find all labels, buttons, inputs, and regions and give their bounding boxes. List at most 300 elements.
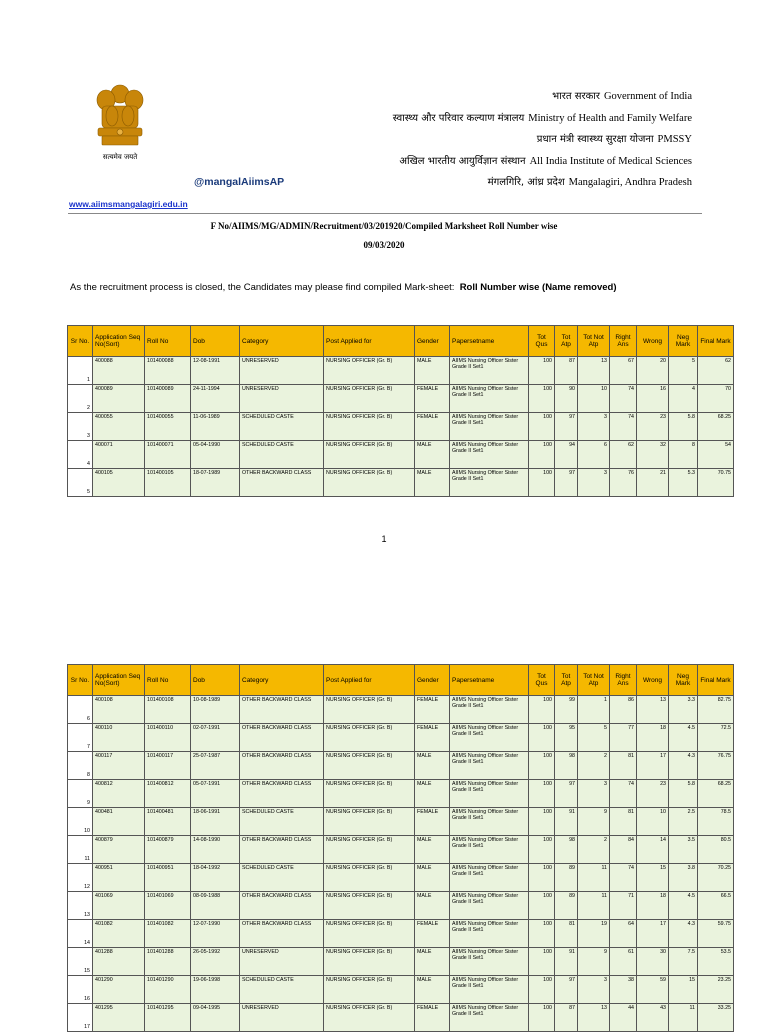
gender-cell: MALE (415, 892, 450, 920)
application-seq-cell: 400951 (93, 864, 145, 892)
total-not-attempted-cell: 10 (578, 385, 610, 413)
category-cell: SCHEDULED CASTE (240, 976, 324, 1004)
gender-cell: MALE (415, 469, 450, 497)
total-not-attempted-cell: 13 (578, 357, 610, 385)
application-seq-cell: 400481 (93, 808, 145, 836)
post-applied-cell: NURSING OFFICER (Gr. B) (324, 1004, 415, 1032)
paper-set-name-cell: AIIMS Nursing Officer Sister Grade II Set1 (450, 864, 529, 892)
negative-mark-cell: 5.3 (669, 469, 698, 497)
wrong-answers-cell: 23 (637, 413, 669, 441)
post-applied-cell: NURSING OFFICER (Gr. B) (324, 469, 415, 497)
final-mark-cell: 68.25 (698, 780, 734, 808)
final-mark-cell: 70.25 (698, 864, 734, 892)
paper-set-name-cell: AIIMS Nursing Officer Sister Grade II Set1 (450, 724, 529, 752)
total-not-attempted-cell: 9 (578, 808, 610, 836)
national-emblem-icon (88, 80, 152, 164)
wrong-answers-cell: 13 (637, 696, 669, 724)
total-attempted-cell: 98 (555, 752, 578, 780)
application-seq-cell: 400879 (93, 836, 145, 864)
gender-cell: MALE (415, 948, 450, 976)
negative-mark-cell: 4.5 (669, 892, 698, 920)
roll-no-cell: 101401288 (145, 948, 191, 976)
column-header-paper-set-name: Papersetname (450, 665, 529, 696)
wrong-answers-cell: 32 (637, 441, 669, 469)
table-row (68, 780, 734, 808)
right-answers-cell: 81 (610, 808, 637, 836)
table-row (68, 976, 734, 1004)
table-row (68, 808, 734, 836)
table-row (68, 1004, 734, 1032)
total-questions-cell: 100 (529, 413, 555, 441)
application-seq-cell: 400108 (93, 696, 145, 724)
final-mark-cell: 54 (698, 441, 734, 469)
gender-cell: FEMALE (415, 808, 450, 836)
roll-no-cell: 101401290 (145, 976, 191, 1004)
wrong-answers-cell: 18 (637, 892, 669, 920)
header-line-ministry (393, 112, 692, 134)
negative-mark-cell: 2.5 (669, 808, 698, 836)
total-questions-cell: 100 (529, 724, 555, 752)
header-hindi: मंगलगिरि, आंध्र प्रदेश (487, 177, 565, 188)
paper-set-name-cell: AIIMS Nursing Officer Sister Grade II Set1 (450, 948, 529, 976)
total-attempted-cell: 97 (555, 780, 578, 808)
dob-cell: 08-09-1988 (191, 892, 240, 920)
total-not-attempted-cell: 3 (578, 780, 610, 808)
right-answers-cell: 74 (610, 864, 637, 892)
post-applied-cell: NURSING OFFICER (Gr. B) (324, 892, 415, 920)
total-questions-cell: 100 (529, 836, 555, 864)
gender-cell: FEMALE (415, 696, 450, 724)
right-answers-cell: 81 (610, 752, 637, 780)
total-attempted-cell: 91 (555, 808, 578, 836)
paper-set-name-cell: AIIMS Nursing Officer Sister Grade II Set1 (450, 413, 529, 441)
final-mark-cell: 76.75 (698, 752, 734, 780)
emblem-motto: सत्यमेव जयते (102, 153, 138, 161)
dob-cell: 05-07-1991 (191, 780, 240, 808)
gender-cell: FEMALE (415, 385, 450, 413)
column-header-dob: Dob (191, 665, 240, 696)
total-questions-cell: 100 (529, 864, 555, 892)
roll-no-cell: 101400117 (145, 752, 191, 780)
dob-cell: 02-07-1991 (191, 724, 240, 752)
application-seq-cell: 400088 (93, 357, 145, 385)
final-mark-cell: 72.5 (698, 724, 734, 752)
roll-no-cell: 101400105 (145, 469, 191, 497)
total-attempted-cell: 89 (555, 864, 578, 892)
application-seq-cell: 400117 (93, 752, 145, 780)
column-header-post-applied: Post Applied for (324, 326, 415, 357)
sr-no-cell: 17 (68, 1004, 93, 1032)
notice-text (70, 282, 616, 293)
page-number: 1 (381, 534, 387, 544)
negative-mark-cell: 4.3 (669, 752, 698, 780)
total-attempted-cell: 97 (555, 976, 578, 1004)
negative-mark-cell: 11 (669, 1004, 698, 1032)
application-seq-cell: 400110 (93, 724, 145, 752)
final-mark-cell: 82.75 (698, 696, 734, 724)
right-answers-cell: 74 (610, 385, 637, 413)
right-answers-cell: 84 (610, 836, 637, 864)
table-row (68, 836, 734, 864)
sr-no-cell: 11 (68, 836, 93, 864)
total-not-attempted-cell: 3 (578, 413, 610, 441)
category-cell: SCHEDULED CASTE (240, 864, 324, 892)
paper-set-name-cell: AIIMS Nursing Officer Sister Grade II Set1 (450, 780, 529, 808)
column-header-sr-no: Sr No. (68, 665, 93, 696)
final-mark-cell: 23.25 (698, 976, 734, 1004)
column-header-right-answers: Right Ans (610, 665, 637, 696)
notice-bold: Roll Number wise (Name removed) (459, 282, 617, 293)
total-attempted-cell: 99 (555, 696, 578, 724)
header-line-government (393, 90, 692, 112)
total-not-attempted-cell: 2 (578, 752, 610, 780)
dob-cell: 19-06-1998 (191, 976, 240, 1004)
wrong-answers-cell: 30 (637, 948, 669, 976)
application-seq-cell: 400105 (93, 469, 145, 497)
column-header-dob: Dob (191, 326, 240, 357)
header-line-pmssy (393, 133, 692, 155)
application-seq-cell: 401290 (93, 976, 145, 1004)
total-questions-cell: 100 (529, 780, 555, 808)
column-header-roll-no: Roll No (145, 665, 191, 696)
wrong-answers-cell: 21 (637, 469, 669, 497)
column-header-total-questions: Tot Qus (529, 326, 555, 357)
roll-no-cell: 101400108 (145, 696, 191, 724)
total-attempted-cell: 91 (555, 948, 578, 976)
header-english: Mangalagiri, Andhra Pradesh (568, 177, 692, 188)
final-mark-cell: 53.5 (698, 948, 734, 976)
column-header-post-applied: Post Applied for (324, 665, 415, 696)
dob-cell: 12-07-1990 (191, 920, 240, 948)
roll-no-cell: 101400088 (145, 357, 191, 385)
dob-cell: 09-04-1995 (191, 1004, 240, 1032)
paper-set-name-cell: AIIMS Nursing Officer Sister Grade II Set1 (450, 892, 529, 920)
marksheet-table-page2 (67, 664, 734, 1032)
application-seq-cell: 401288 (93, 948, 145, 976)
right-answers-cell: 61 (610, 948, 637, 976)
total-attempted-cell: 87 (555, 1004, 578, 1032)
wrong-answers-cell: 16 (637, 385, 669, 413)
total-questions-cell: 100 (529, 357, 555, 385)
column-header-sr-no: Sr No. (68, 326, 93, 357)
column-header-paper-set-name: Papersetname (450, 326, 529, 357)
category-cell: SCHEDULED CASTE (240, 808, 324, 836)
total-not-attempted-cell: 2 (578, 836, 610, 864)
right-answers-cell: 74 (610, 780, 637, 808)
right-answers-cell: 74 (610, 413, 637, 441)
document-date: 09/03/2020 (363, 240, 405, 250)
dob-cell: 25-07-1987 (191, 752, 240, 780)
gender-cell: MALE (415, 864, 450, 892)
column-header-total-not-attempted: Tot Not Atp (578, 665, 610, 696)
total-attempted-cell: 97 (555, 413, 578, 441)
category-cell: OTHER BACKWARD CLASS (240, 752, 324, 780)
header-block (393, 90, 692, 198)
application-seq-cell: 400812 (93, 780, 145, 808)
gender-cell: MALE (415, 836, 450, 864)
total-not-attempted-cell: 11 (578, 892, 610, 920)
roll-no-cell: 101400055 (145, 413, 191, 441)
category-cell: OTHER BACKWARD CLASS (240, 696, 324, 724)
total-not-attempted-cell: 1 (578, 696, 610, 724)
negative-mark-cell: 3.5 (669, 836, 698, 864)
dob-cell: 26-05-1992 (191, 948, 240, 976)
table-row (68, 357, 734, 385)
table-header-row (68, 665, 734, 696)
total-attempted-cell: 87 (555, 357, 578, 385)
final-mark-cell: 70.75 (698, 469, 734, 497)
gender-cell: MALE (415, 441, 450, 469)
category-cell: SCHEDULED CASTE (240, 413, 324, 441)
negative-mark-cell: 5.8 (669, 780, 698, 808)
negative-mark-cell: 7.5 (669, 948, 698, 976)
column-header-category: Category (240, 665, 324, 696)
total-questions-cell: 100 (529, 892, 555, 920)
application-seq-cell: 400089 (93, 385, 145, 413)
header-hindi: अखिल भारतीय आयुर्विज्ञान संस्थान (399, 155, 526, 167)
wrong-answers-cell: 18 (637, 724, 669, 752)
table-row (68, 696, 734, 724)
header-english: Ministry of Health and Family Welfare (528, 112, 692, 124)
total-questions-cell: 100 (529, 441, 555, 469)
paper-set-name-cell: AIIMS Nursing Officer Sister Grade II Set1 (450, 696, 529, 724)
negative-mark-cell: 5 (669, 357, 698, 385)
wrong-answers-cell: 23 (637, 780, 669, 808)
header-english: Government of India (603, 91, 692, 102)
wrong-answers-cell: 17 (637, 752, 669, 780)
sr-no-cell: 5 (68, 469, 93, 497)
gender-cell: MALE (415, 780, 450, 808)
sr-no-cell: 16 (68, 976, 93, 1004)
table-row (68, 413, 734, 441)
column-header-total-attempted: Tot Atp (555, 665, 578, 696)
column-header-application-seq: Application Seq No(Sort) (93, 665, 145, 696)
category-cell: OTHER BACKWARD CLASS (240, 836, 324, 864)
gender-cell: FEMALE (415, 1004, 450, 1032)
paper-set-name-cell: AIIMS Nursing Officer Sister Grade II Set1 (450, 836, 529, 864)
header-hindi: प्रधान मंत्री स्वास्थ्य सुरक्षा योजना (536, 134, 654, 145)
total-questions-cell: 100 (529, 920, 555, 948)
wrong-answers-cell: 15 (637, 864, 669, 892)
paper-set-name-cell: AIIMS Nursing Officer Sister Grade II Set1 (450, 385, 529, 413)
total-questions-cell: 100 (529, 469, 555, 497)
table-body (68, 696, 734, 1032)
sr-no-cell: 8 (68, 752, 93, 780)
negative-mark-cell: 5.8 (669, 413, 698, 441)
dob-cell: 18-04-1992 (191, 864, 240, 892)
total-not-attempted-cell: 6 (578, 441, 610, 469)
final-mark-cell: 62 (698, 357, 734, 385)
application-seq-cell: 400071 (93, 441, 145, 469)
table-row (68, 385, 734, 413)
gender-cell: FEMALE (415, 920, 450, 948)
wrong-answers-cell: 59 (637, 976, 669, 1004)
roll-no-cell: 101400879 (145, 836, 191, 864)
category-cell: OTHER BACKWARD CLASS (240, 724, 324, 752)
column-header-application-seq: Application Seq No(Sort) (93, 326, 145, 357)
post-applied-cell: NURSING OFFICER (Gr. B) (324, 780, 415, 808)
post-applied-cell: NURSING OFFICER (Gr. B) (324, 948, 415, 976)
column-header-category: Category (240, 326, 324, 357)
website-link[interactable]: www.aiimsmangalagiri.edu.in (69, 199, 188, 209)
column-header-final-mark: Final Mark (698, 665, 734, 696)
category-cell: SCHEDULED CASTE (240, 441, 324, 469)
right-answers-cell: 77 (610, 724, 637, 752)
sr-no-cell: 7 (68, 724, 93, 752)
final-mark-cell: 66.5 (698, 892, 734, 920)
wrong-answers-cell: 14 (637, 836, 669, 864)
sr-no-cell: 13 (68, 892, 93, 920)
dob-cell: 18-06-1991 (191, 808, 240, 836)
table-body (68, 357, 734, 497)
total-not-attempted-cell: 11 (578, 864, 610, 892)
wrong-answers-cell: 17 (637, 920, 669, 948)
total-questions-cell: 100 (529, 752, 555, 780)
category-cell: OTHER BACKWARD CLASS (240, 920, 324, 948)
right-answers-cell: 76 (610, 469, 637, 497)
header-hindi: स्वास्थ्य और परिवार कल्याण मंत्रालय (392, 112, 525, 124)
sr-no-cell: 15 (68, 948, 93, 976)
right-answers-cell: 38 (610, 976, 637, 1004)
column-header-total-questions: Tot Qus (529, 665, 555, 696)
post-applied-cell: NURSING OFFICER (Gr. B) (324, 696, 415, 724)
column-header-gender: Gender (415, 665, 450, 696)
dob-cell: 18-07-1989 (191, 469, 240, 497)
total-attempted-cell: 90 (555, 385, 578, 413)
total-not-attempted-cell: 3 (578, 976, 610, 1004)
gender-cell: MALE (415, 752, 450, 780)
total-not-attempted-cell: 19 (578, 920, 610, 948)
table-row (68, 441, 734, 469)
header-line-location (393, 176, 692, 198)
table-row (68, 752, 734, 780)
post-applied-cell: NURSING OFFICER (Gr. B) (324, 441, 415, 469)
sr-no-cell: 1 (68, 357, 93, 385)
header-line-institute (393, 155, 692, 177)
post-applied-cell: NURSING OFFICER (Gr. B) (324, 976, 415, 1004)
table-row (68, 864, 734, 892)
post-applied-cell: NURSING OFFICER (Gr. B) (324, 357, 415, 385)
post-applied-cell: NURSING OFFICER (Gr. B) (324, 752, 415, 780)
column-header-negative-mark: Neg Mark (669, 665, 698, 696)
paper-set-name-cell: AIIMS Nursing Officer Sister Grade II Set1 (450, 441, 529, 469)
right-answers-cell: 44 (610, 1004, 637, 1032)
right-answers-cell: 64 (610, 920, 637, 948)
total-questions-cell: 100 (529, 976, 555, 1004)
category-cell: OTHER BACKWARD CLASS (240, 780, 324, 808)
sr-no-cell: 2 (68, 385, 93, 413)
paper-set-name-cell: AIIMS Nursing Officer Sister Grade II Set1 (450, 752, 529, 780)
total-questions-cell: 100 (529, 808, 555, 836)
right-answers-cell: 71 (610, 892, 637, 920)
gender-cell: FEMALE (415, 724, 450, 752)
negative-mark-cell: 3.3 (669, 696, 698, 724)
column-header-wrong-answers: Wrong (637, 326, 669, 357)
table-row (68, 948, 734, 976)
final-mark-cell: 59.75 (698, 920, 734, 948)
final-mark-cell: 78.5 (698, 808, 734, 836)
dob-cell: 24-11-1994 (191, 385, 240, 413)
paper-set-name-cell: AIIMS Nursing Officer Sister Grade II Set1 (450, 469, 529, 497)
marksheet-table-page1 (67, 325, 734, 497)
right-answers-cell: 67 (610, 357, 637, 385)
category-cell: UNRESERVED (240, 1004, 324, 1032)
right-answers-cell: 86 (610, 696, 637, 724)
post-applied-cell: NURSING OFFICER (Gr. B) (324, 724, 415, 752)
total-attempted-cell: 81 (555, 920, 578, 948)
paper-set-name-cell: AIIMS Nursing Officer Sister Grade II Set1 (450, 976, 529, 1004)
application-seq-cell: 400055 (93, 413, 145, 441)
sr-no-cell: 12 (68, 864, 93, 892)
total-attempted-cell: 94 (555, 441, 578, 469)
post-applied-cell: NURSING OFFICER (Gr. B) (324, 385, 415, 413)
application-seq-cell: 401069 (93, 892, 145, 920)
sr-no-cell: 3 (68, 413, 93, 441)
category-cell: UNRESERVED (240, 385, 324, 413)
dob-cell: 11-06-1989 (191, 413, 240, 441)
final-mark-cell: 80.5 (698, 836, 734, 864)
table-row (68, 724, 734, 752)
wrong-answers-cell: 20 (637, 357, 669, 385)
file-number: F No/AIIMS/MG/ADMIN/Recruitment/03/201920/Compiled Marksheet Roll Number wise (210, 221, 558, 231)
post-applied-cell: NURSING OFFICER (Gr. B) (324, 920, 415, 948)
dob-cell: 12-08-1991 (191, 357, 240, 385)
paper-set-name-cell: AIIMS Nursing Officer Sister Grade II Set1 (450, 920, 529, 948)
final-mark-cell: 33.25 (698, 1004, 734, 1032)
right-answers-cell: 62 (610, 441, 637, 469)
total-questions-cell: 100 (529, 385, 555, 413)
table-row (68, 920, 734, 948)
category-cell: UNRESERVED (240, 948, 324, 976)
total-attempted-cell: 89 (555, 892, 578, 920)
table-row (68, 892, 734, 920)
roll-no-cell: 101400110 (145, 724, 191, 752)
column-header-final-mark: Final Mark (698, 326, 734, 357)
roll-no-cell: 101401082 (145, 920, 191, 948)
total-questions-cell: 100 (529, 696, 555, 724)
post-applied-cell: NURSING OFFICER (Gr. B) (324, 864, 415, 892)
header-hindi: भारत सरकार (552, 91, 600, 102)
paper-set-name-cell: AIIMS Nursing Officer Sister Grade II Set1 (450, 357, 529, 385)
roll-no-cell: 101401069 (145, 892, 191, 920)
total-questions-cell: 100 (529, 948, 555, 976)
negative-mark-cell: 15 (669, 976, 698, 1004)
total-not-attempted-cell: 3 (578, 469, 610, 497)
column-header-total-not-attempted: Tot Not Atp (578, 326, 610, 357)
column-header-roll-no: Roll No (145, 326, 191, 357)
sr-no-cell: 4 (68, 441, 93, 469)
total-not-attempted-cell: 9 (578, 948, 610, 976)
application-seq-cell: 401295 (93, 1004, 145, 1032)
category-cell: OTHER BACKWARD CLASS (240, 892, 324, 920)
twitter-handle: @mangalAiimsAP (194, 176, 285, 188)
total-questions-cell: 100 (529, 1004, 555, 1032)
roll-no-cell: 101400089 (145, 385, 191, 413)
sr-no-cell: 10 (68, 808, 93, 836)
post-applied-cell: NURSING OFFICER (Gr. B) (324, 808, 415, 836)
roll-no-cell: 101401295 (145, 1004, 191, 1032)
category-cell: UNRESERVED (240, 357, 324, 385)
total-not-attempted-cell: 13 (578, 1004, 610, 1032)
wrong-answers-cell: 10 (637, 808, 669, 836)
column-header-negative-mark: Neg Mark (669, 326, 698, 357)
column-header-wrong-answers: Wrong (637, 665, 669, 696)
roll-no-cell: 101400071 (145, 441, 191, 469)
table-header-row (68, 326, 734, 357)
column-header-gender: Gender (415, 326, 450, 357)
application-seq-cell: 401082 (93, 920, 145, 948)
total-not-attempted-cell: 5 (578, 724, 610, 752)
